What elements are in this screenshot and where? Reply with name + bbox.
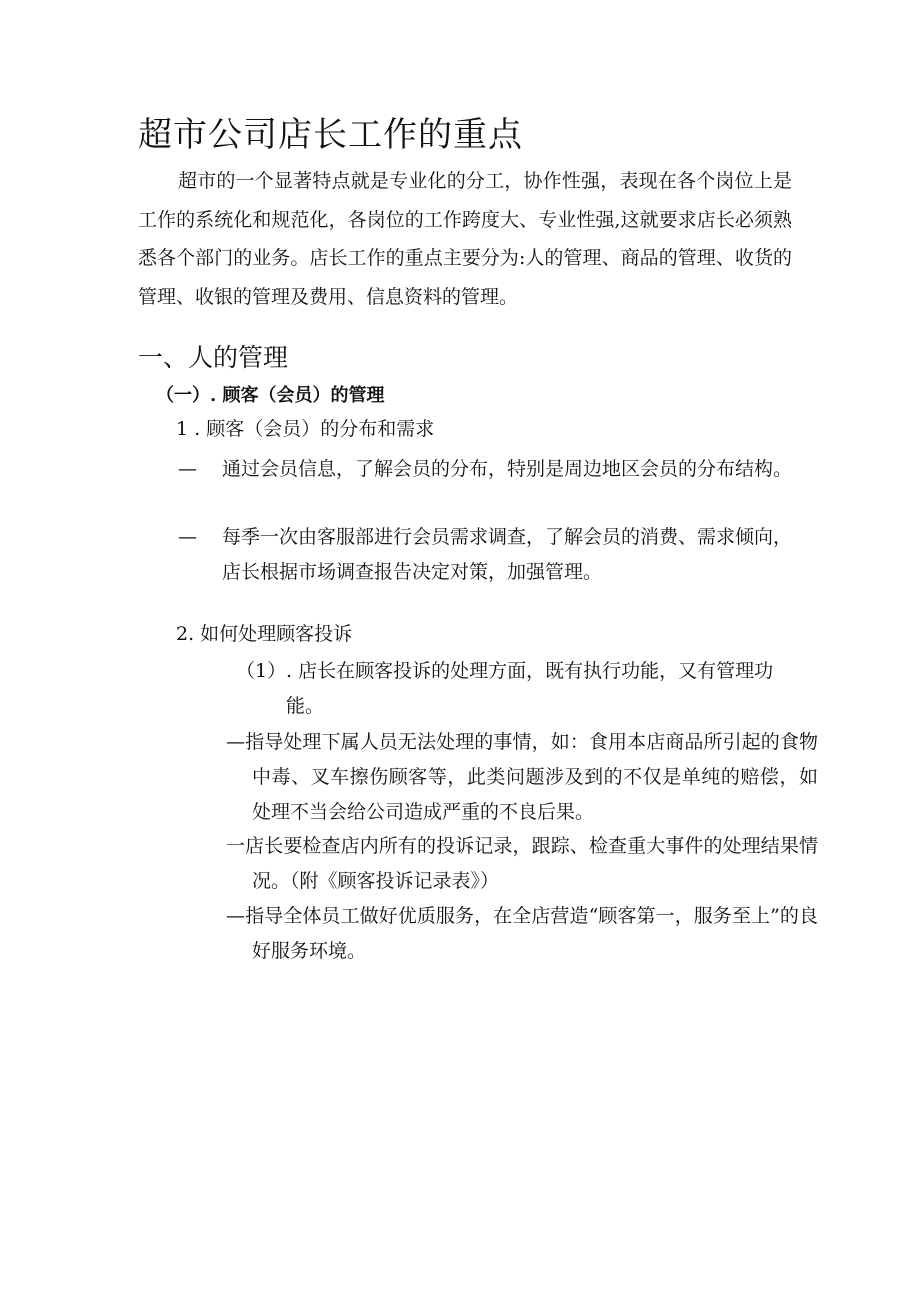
- dash-bullet: —: [178, 458, 197, 480]
- numbered-item-marker: （1）: [236, 660, 287, 682]
- dash-bullet: —: [178, 526, 197, 548]
- intro-paragraph: 超市的一个显著特点就是专业化的分工，协作性强，表现在各个岗位上是工作的系统化和规范化，各岗位的工作跨度大、专业性强,这就要求店长必须熟悉各个部门的业务。店长工作的重点主要分为:人的管理、商品的管理、收货的管理、收银的管理及费用、信息资料的管理。: [138, 170, 792, 308]
- subsection-heading-customer-management: （一）. 顾客（会员）的管理: [156, 385, 385, 406]
- list-item: [178, 520, 792, 590]
- item-heading-complaint-handling: 2. 如何处理顾客投诉: [176, 623, 353, 645]
- numbered-item: [236, 654, 792, 724]
- list-item-text: 通过会员信息，了解会员的分布，特别是周边地区会员的分布结构。: [222, 458, 793, 480]
- document-title: 超市公司店长工作的重点: [138, 115, 523, 155]
- list-item-text: 每季一次由客服部进行会员需求调查，了解会员的消费、需求倾向，店长根据市场调查报告决定对策，加强管理。: [222, 526, 793, 583]
- section-heading-people-management: 一、人的管理: [138, 343, 289, 372]
- complaint-paragraph: —指导处理下属人员无法处理的事情，如：食用本店商品所引起的食物中毒、叉车擦伤顾客等，此类问题涉及到的不仅是单纯的赔偿，如处理不当会给公司造成严重的不良后果。: [226, 731, 818, 823]
- complaint-paragraph: 一店长要检查店内所有的投诉记录，跟踪、检查重大事件的处理结果情况。（附《顾客投诉记录表》）: [226, 835, 818, 892]
- complaint-paragraph: —指导全体员工做好优质服务，在全店营造“顾客第一，服务至上”的良好服务环境。: [226, 905, 818, 962]
- item-heading-customer-distribution: 1 . 顾客（会员）的分布和需求: [176, 418, 435, 440]
- numbered-item-text: . 店长在顾客投诉的处理方面，既有执行功能，又有管理功能。: [286, 660, 774, 717]
- list-item: [178, 452, 792, 487]
